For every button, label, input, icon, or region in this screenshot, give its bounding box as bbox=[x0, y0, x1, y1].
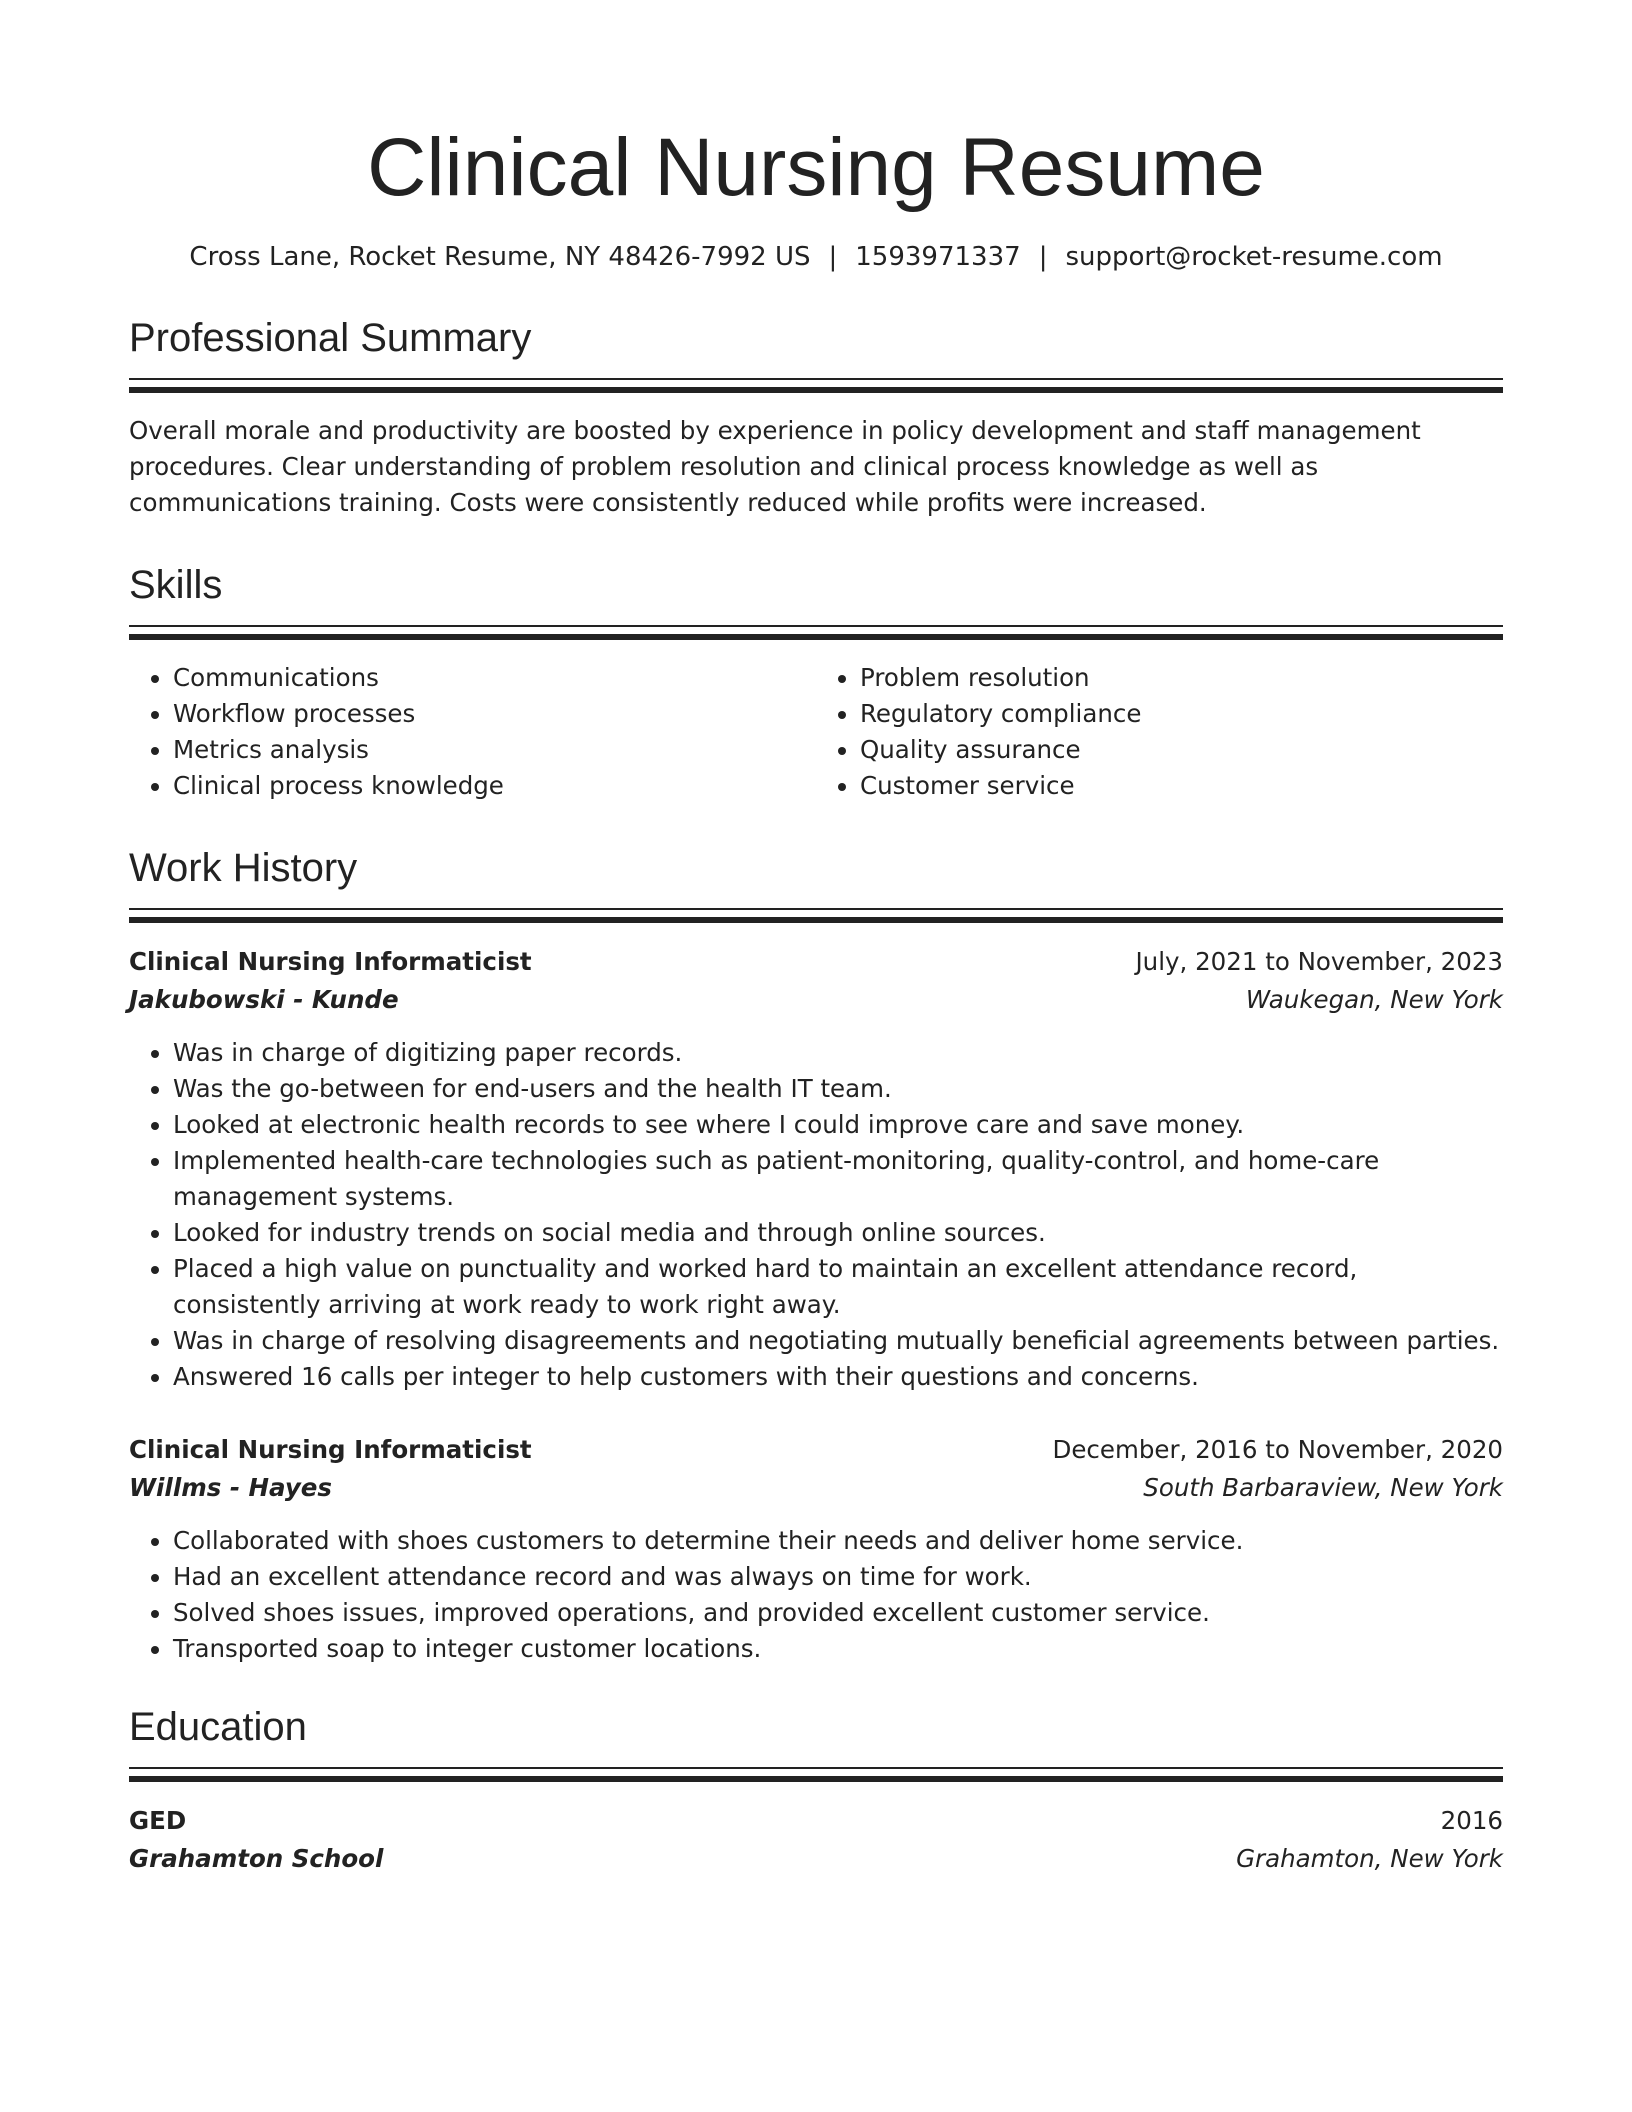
skills-section bbox=[129, 561, 1503, 804]
job-dates: July, 2021 to November, 2023 bbox=[1135, 947, 1503, 976]
job-employer-row bbox=[129, 1469, 1503, 1507]
job-bullet: • Transported soap to integer customer locations. bbox=[173, 1631, 1503, 1667]
contact-separator: | bbox=[828, 242, 838, 272]
section-title-work: Work History bbox=[129, 846, 358, 890]
job-bullet: • Solved shoes issues, improved operations, and provided excellent customer service. bbox=[173, 1595, 1503, 1631]
section-divider bbox=[129, 378, 1503, 380]
section-divider-thick bbox=[129, 387, 1503, 393]
skills-list-left bbox=[129, 660, 816, 804]
skills-columns bbox=[129, 660, 1503, 804]
job-employer: Jakubowski - Kunde bbox=[129, 985, 399, 1014]
work-section bbox=[129, 844, 1503, 1667]
job-bullet: • Was the go-between for end-users and the health IT team. bbox=[173, 1071, 1503, 1107]
job-bullet: • Answered 16 calls per integer to help customers with their questions and concerns. bbox=[173, 1359, 1503, 1395]
skill-item: • Workflow processes bbox=[173, 696, 816, 732]
skill-item: • Communications bbox=[173, 660, 816, 696]
job-bullet: • Collaborated with shoes customers to determine their needs and deliver home service. bbox=[173, 1523, 1503, 1559]
job-bullets bbox=[129, 1523, 1503, 1667]
education-school: Grahamton School bbox=[129, 1844, 384, 1873]
job-bullet: • Looked for industry trends on social media and through online sources. bbox=[173, 1215, 1503, 1251]
job-bullet: • Was in charge of digitizing paper records. bbox=[173, 1035, 1503, 1071]
skill-item: • Quality assurance bbox=[860, 732, 1503, 768]
section-divider-thick bbox=[129, 1776, 1503, 1782]
contact-address: Cross Lane, Rocket Resume, NY 48426-7992 US bbox=[189, 242, 811, 272]
education-location: Grahamton, New York bbox=[1236, 1844, 1503, 1873]
skill-item: • Clinical process knowledge bbox=[173, 768, 816, 804]
contact-email: support@rocket-resume.com bbox=[1065, 242, 1443, 272]
job-employer: Willms - Hayes bbox=[129, 1473, 333, 1502]
job-location: Waukegan, New York bbox=[1245, 985, 1503, 1014]
job-bullet: • Looked at electronic health records to see where I could improve care and save money. bbox=[173, 1107, 1503, 1143]
contact-separator: | bbox=[1038, 242, 1048, 272]
job-header-row bbox=[129, 943, 1503, 981]
education-school-row bbox=[129, 1840, 1503, 1878]
job-header-row bbox=[129, 1431, 1503, 1469]
section-divider-thick bbox=[129, 634, 1503, 640]
job-bullets bbox=[129, 1035, 1503, 1395]
job-title: Clinical Nursing Informaticist bbox=[129, 947, 532, 976]
job-bullet: • Was in charge of resolving disagreements and negotiating mutually beneficial agreements between parties. bbox=[173, 1323, 1503, 1359]
skill-item: • Regulatory compliance bbox=[860, 696, 1503, 732]
job-entry bbox=[129, 943, 1503, 1395]
skill-item: • Metrics analysis bbox=[173, 732, 816, 768]
education-header-row bbox=[129, 1802, 1503, 1840]
skills-list-right bbox=[816, 660, 1503, 804]
job-dates: December, 2016 to November, 2020 bbox=[1052, 1435, 1503, 1464]
job-bullet: • Implemented health-care technologies such as patient-monitoring, quality-control, and home-care management systems. bbox=[173, 1143, 1503, 1215]
section-title-skills: Skills bbox=[129, 563, 223, 607]
skill-item: • Customer service bbox=[860, 768, 1503, 804]
job-bullet: • Placed a high value on punctuality and worked hard to maintain an excellent attendance record, consistently arriving at work ready to work right away. bbox=[173, 1251, 1503, 1323]
summary-text: Overall morale and productivity are boosted by experience in policy development and staff management procedures. Clear understanding of problem resolution and clinical process knowledge as well as communications training. Costs were consistently reduced while profits were increased. bbox=[129, 416, 1421, 517]
contact-phone: 1593971337 bbox=[855, 242, 1021, 272]
job-title: Clinical Nursing Informaticist bbox=[129, 1435, 532, 1464]
job-entry bbox=[129, 1431, 1503, 1667]
section-title-education: Education bbox=[129, 1705, 307, 1749]
section-divider bbox=[129, 908, 1503, 910]
job-employer-row bbox=[129, 981, 1503, 1019]
education-year: 2016 bbox=[1440, 1806, 1503, 1835]
skill-item: • Problem resolution bbox=[860, 660, 1503, 696]
summary-section bbox=[129, 314, 1503, 521]
section-divider bbox=[129, 625, 1503, 627]
contact-line bbox=[129, 240, 1503, 274]
job-location: South Barbaraview, New York bbox=[1143, 1473, 1503, 1502]
section-divider bbox=[129, 1767, 1503, 1769]
resume-title: Clinical Nursing Resume bbox=[367, 122, 1265, 213]
job-bullet: • Had an excellent attendance record and was always on time for work. bbox=[173, 1559, 1503, 1595]
section-divider-thick bbox=[129, 917, 1503, 923]
education-section bbox=[129, 1703, 1503, 1878]
section-title-summary: Professional Summary bbox=[129, 316, 532, 360]
education-degree: GED bbox=[129, 1806, 187, 1835]
